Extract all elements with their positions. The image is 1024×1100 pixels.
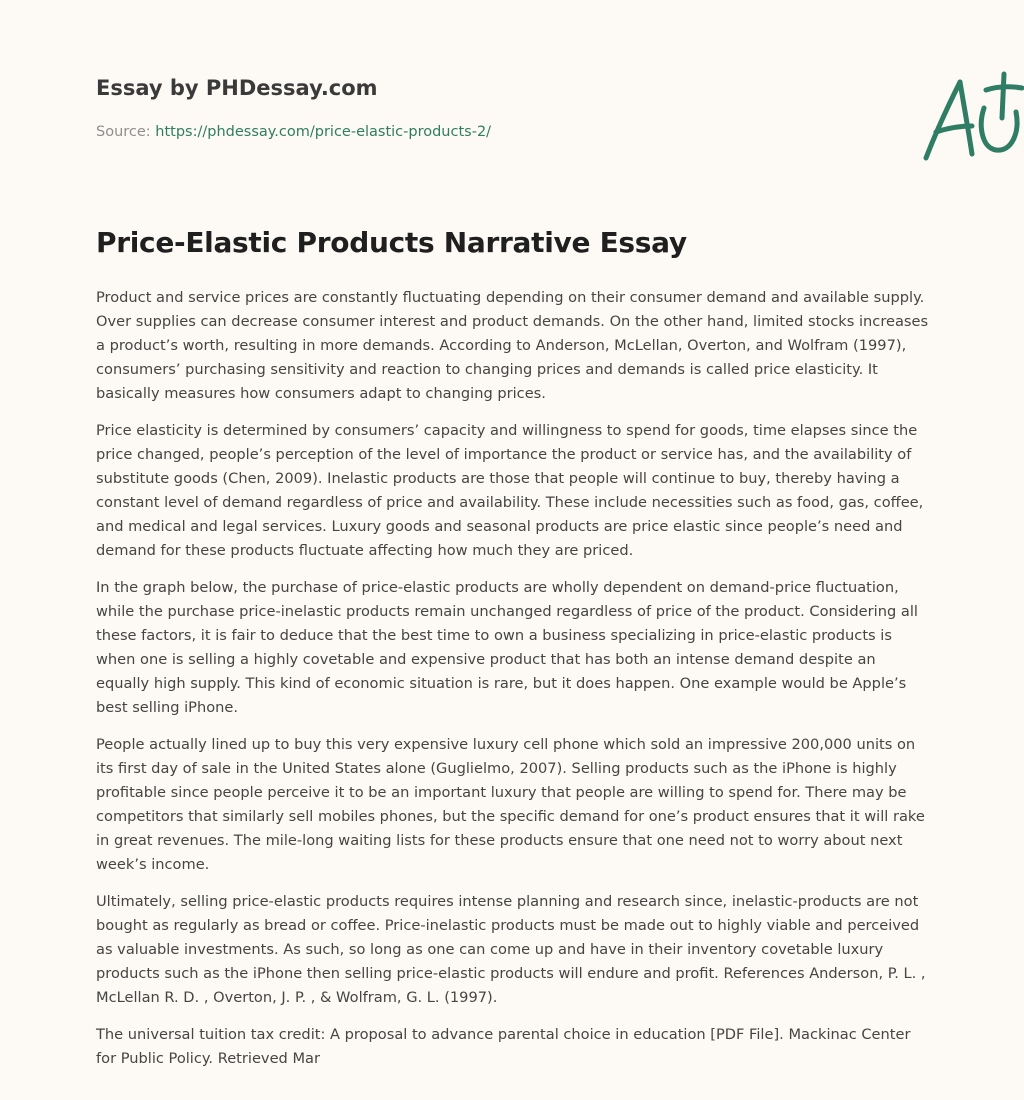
essay-paragraph: People actually lined up to buy this very expensive luxury cell phone which sold an impressive 200,000 units on its first day of sale in the United States alone (Guglielmo, 2007). Selling products such as the iPhone is highly profitable since people perceive it to be an important luxury that people are willing to spend for. There may be competitors that similarly sell mobiles phones, but the specific demand for one’s product ensures that it will rake in great revenues. The mile-long waiting lists for these products ensure that one need not to worry about next week’s income. [96, 736, 925, 873]
site-title: Essay by PHDessay.com [96, 76, 378, 100]
essay-body [96, 286, 930, 1084]
a-plus-logo-icon [914, 66, 1024, 166]
essay-paragraph: The universal tuition tax credit: A proposal to advance parental choice in education [PDF File]. Mackinac Center for Public Policy. Retrieved Mar [96, 1026, 911, 1067]
essay-paragraph: In the graph below, the purchase of price-elastic products are wholly dependent on demand-price fluctuation, while the purchase price-inelastic products remain unchanged regardless of price of the product. Considering all these factors, it is fair to deduce that the best time to own a business specializing in price-elastic products is when one is selling a highly covetable and expensive product that has both an intense demand despite an equally high supply. This kind of economic situation is rare, but it does happen. One example would be Apple’s best selling iPhone. [96, 579, 918, 716]
source-link[interactable]: https://phdessay.com/price-elastic-products-2/ [155, 124, 492, 140]
essay-paragraph: Product and service prices are constantly fluctuating depending on their consumer demand and available supply. Over supplies can decrease consumer interest and product demands. On the other hand, limited stocks increases a product’s worth, resulting in more demands. According to Anderson, McLellan, Overton, and Wolfram (1997), consumers’ purchasing sensitivity and reaction to changing prices and demands is called price elasticity. It basically measures how consumers adapt to changing prices. [96, 289, 929, 402]
essay-paragraph: Ultimately, selling price-elastic products requires intense planning and research since, inelastic-products are not bought as regularly as bread or coffee. Price-inelastic products must be made out to highly viable and perceived as valuable investments. As such, so long as one can come up and have in their inventory covetable luxury products such as the iPhone then selling price-elastic products will endure and profit. References Anderson, P. L. , McLellan R. D. , Overton, J. P. , & Wolfram, G. L. (1997). [96, 893, 926, 1006]
source-label: Source: [96, 124, 151, 140]
source-line [96, 124, 491, 140]
essay-paragraph: Price elasticity is determined by consumers’ capacity and willingness to spend for goods, time elapses since the price changed, people’s perception of the level of importance the product or service has, and the availability of substitute goods (Chen, 2009). Inelastic products are those that people will continue to buy, thereby having a constant level of demand regardless of price and availability. These include necessities such as food, gas, coffee, and medical and legal services. Luxury goods and seasonal products are price elastic since people’s need and demand for these products fluctuate affecting how much they are priced. [96, 422, 924, 559]
essay-title: Price-Elastic Products Narrative Essay [96, 226, 687, 259]
